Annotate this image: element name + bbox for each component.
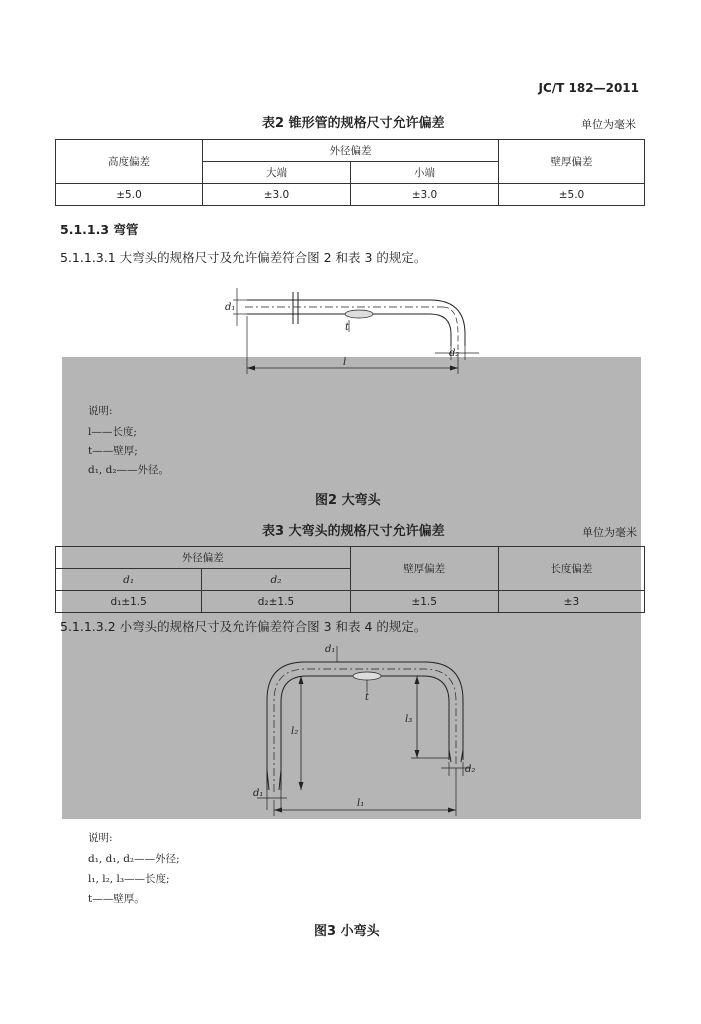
table3-unit: 单位为毫米	[582, 526, 637, 539]
fig3-label-d2: d₂	[465, 764, 475, 775]
section-51132-text: 5.1.1.3.2 小弯头的规格尺寸及允许偏差符合图 3 和表 4 的规定。	[60, 619, 427, 634]
fig3-legend-item: d₁, d₁, d₂——外径;	[88, 853, 180, 865]
fig2-caption: 图2 大弯头	[315, 493, 381, 508]
fig3-label-d1-top: d₁	[325, 644, 336, 655]
table2-header-outer: 外径偏差	[203, 140, 499, 162]
fig2-legend-item: l——长度;	[88, 426, 137, 438]
table3-header-outer: 外径偏差	[56, 547, 351, 569]
table3-header-length: 长度偏差	[498, 547, 644, 591]
table3-cell: d₁±1.5	[56, 591, 202, 613]
table3-cell: d₂±1.5	[202, 591, 350, 613]
table2-cell: ±5.0	[498, 184, 644, 206]
table3-row	[56, 591, 645, 613]
table3-cell: ±1.5	[350, 591, 498, 613]
fig3-label-t: t	[365, 692, 370, 703]
fig3-label-l2: l₂	[291, 726, 299, 737]
table2-cell: ±5.0	[56, 184, 203, 206]
table3-header-wall: 壁厚偏差	[350, 547, 498, 591]
fig2-legend-item: t——壁厚;	[88, 445, 138, 457]
table3-cell: ±3	[498, 591, 644, 613]
fig2-label-l: l	[343, 357, 347, 368]
table2	[55, 139, 645, 206]
table2-cell: ±3.0	[350, 184, 498, 206]
table3	[55, 546, 645, 613]
figure3-drawing	[245, 640, 475, 818]
fig3-legend-title: 说明:	[88, 832, 113, 844]
fig3-legend-item: t——壁厚。	[88, 893, 145, 905]
fig2-label-d1: d₁	[225, 302, 236, 313]
fig2-legend-item: d₁, d₂——外径。	[88, 464, 170, 476]
document-id: JC/T 182—2011	[538, 81, 639, 95]
table2-header-small-end: 小端	[350, 162, 498, 184]
table2-header-height: 高度偏差	[56, 140, 203, 184]
section-5113-heading: 5.1.1.3 弯管	[60, 222, 139, 237]
fig3-label-d1-bottom: d₁	[253, 788, 264, 799]
table2-header-wall: 壁厚偏差	[498, 140, 644, 184]
table2-cell: ±3.0	[203, 184, 351, 206]
fig3-legend-item: l₁, l₂, l₃——长度;	[88, 873, 170, 885]
fig3-label-l3: l₃	[405, 714, 413, 725]
table3-caption: 表3 大弯头的规格尺寸允许偏差	[262, 524, 445, 539]
table3-header-d1: d₁	[56, 569, 202, 591]
fig2-legend-title: 说明:	[88, 405, 113, 417]
table3-header-d2: d₂	[202, 569, 350, 591]
table2-header-big-end: 大端	[203, 162, 351, 184]
section-51131-text: 5.1.1.3.1 大弯头的规格尺寸及允许偏差符合图 2 和表 3 的规定。	[60, 250, 427, 265]
figure2-drawing	[215, 284, 485, 376]
fig2-label-d2: d₂	[449, 348, 460, 359]
fig2-label-t: t	[345, 322, 350, 333]
fig3-label-l1: l₁	[357, 798, 365, 809]
table2-row	[56, 184, 645, 206]
table2-caption: 表2 锥形管的规格尺寸允许偏差	[262, 116, 445, 131]
table2-unit: 单位为毫米	[581, 118, 636, 131]
fig3-caption: 图3 小弯头	[314, 924, 380, 939]
